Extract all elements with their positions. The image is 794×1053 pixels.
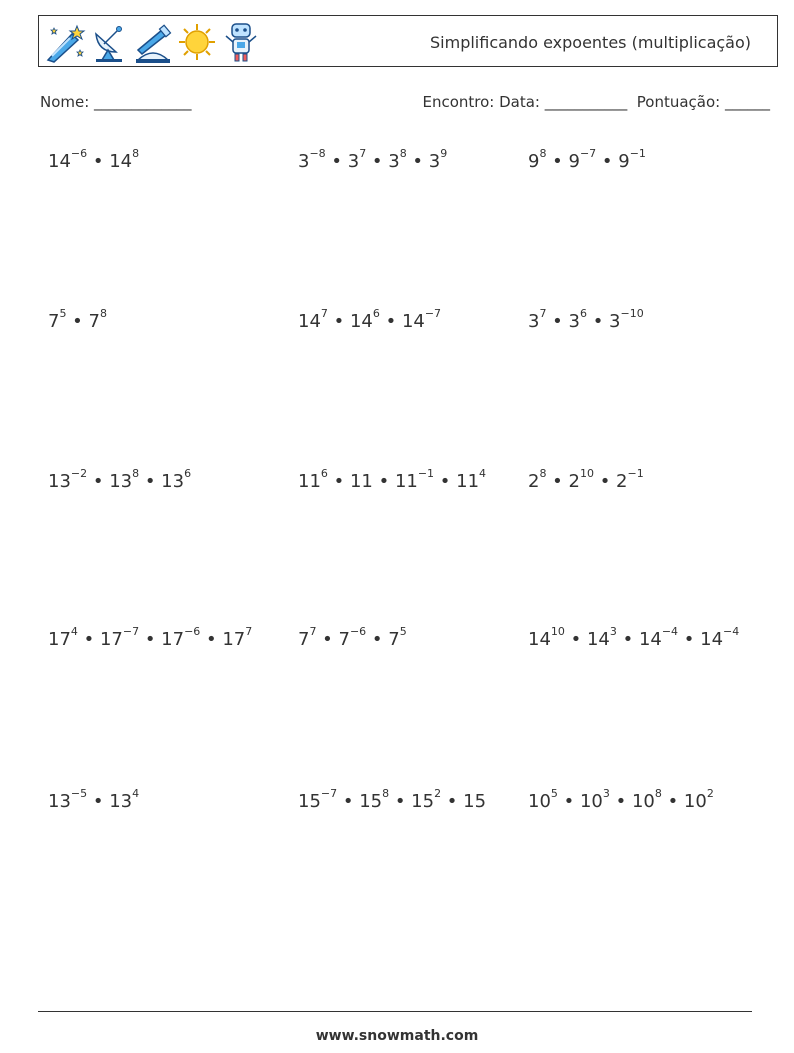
power-exponent: 5 <box>59 307 67 320</box>
problem-expression <box>528 307 644 332</box>
power-base: 3 <box>347 151 360 172</box>
power-exponent: 7 <box>539 307 547 320</box>
power-exponent: 7 <box>359 147 367 160</box>
power-exponent: −1 <box>627 467 644 480</box>
multiply-dot: • <box>87 151 110 172</box>
power-base: 15 <box>463 791 487 812</box>
power-exponent: −10 <box>620 307 644 320</box>
power-base: 14 <box>528 629 551 650</box>
problem-expression <box>528 625 740 650</box>
power-base: 3 <box>428 151 441 172</box>
multiply-dot: • <box>661 791 684 812</box>
power-exponent: 3 <box>602 787 610 800</box>
power-base: 14 <box>586 629 610 650</box>
power-exponent: 6 <box>184 467 192 480</box>
multiply-dot: • <box>434 471 457 492</box>
power-exponent: −5 <box>70 787 88 800</box>
power-exponent: −6 <box>70 147 88 160</box>
power-exponent: −1 <box>417 467 435 480</box>
power-base: 13 <box>109 791 133 812</box>
power-exponent: 5 <box>550 787 558 800</box>
power-exponent: 6 <box>372 307 380 320</box>
footer-divider <box>38 1011 752 1012</box>
multiply-dot: • <box>372 471 395 492</box>
power-base: 2 <box>616 471 628 492</box>
power-exponent: −4 <box>723 625 740 638</box>
power-base: 17 <box>161 629 185 650</box>
power-base: 7 <box>338 629 350 650</box>
multiply-dot: • <box>593 471 617 492</box>
power-exponent: 6 <box>579 307 587 320</box>
multiply-dot: • <box>546 311 569 332</box>
power-base: 7 <box>298 629 310 650</box>
name-field-label: Nome: _____________ <box>40 93 192 111</box>
footer-url: www.snowmath.com <box>315 1028 479 1044</box>
multiply-dot: • <box>77 629 100 650</box>
power-exponent: 6 <box>320 467 328 480</box>
power-exponent: −1 <box>629 147 646 160</box>
power-base: 14 <box>638 629 662 650</box>
power-base: 14 <box>109 151 133 172</box>
multiply-dot: • <box>327 311 350 332</box>
multiply-dot: • <box>586 311 610 332</box>
multiply-dot: • <box>557 791 580 812</box>
multiply-dot: • <box>406 151 429 172</box>
shooting-star-icon <box>44 20 86 64</box>
power-base: 9 <box>528 151 540 172</box>
header-icons <box>44 20 262 64</box>
problem-expression <box>528 147 646 172</box>
power-base: 10 <box>683 791 707 812</box>
problem-expression <box>528 467 644 492</box>
power-exponent: −6 <box>184 625 201 638</box>
robot-icon <box>220 20 262 64</box>
multiply-dot: • <box>678 629 701 650</box>
power-base: 13 <box>161 471 185 492</box>
power-base: 17 <box>222 629 246 650</box>
power-base: 10 <box>579 791 603 812</box>
power-exponent: 7 <box>320 307 328 320</box>
power-base: 14 <box>700 629 724 650</box>
date-score-label: Encontro: Data: ___________ Pontuação: ______ <box>422 93 770 111</box>
problem-expression <box>298 787 487 812</box>
multiply-dot: • <box>139 629 162 650</box>
problem-expression <box>48 307 107 332</box>
problem-expression <box>48 787 140 812</box>
power-base: 9 <box>618 151 630 172</box>
multiply-dot: • <box>366 629 389 650</box>
multiply-dot: • <box>66 311 89 332</box>
problem-expression <box>48 467 192 492</box>
power-exponent: 2 <box>434 787 442 800</box>
multiply-dot: • <box>327 471 350 492</box>
power-exponent: 10 <box>550 625 565 638</box>
power-base: 3 <box>568 311 580 332</box>
problem-expression <box>298 307 442 332</box>
power-exponent: −7 <box>122 625 140 638</box>
power-base: 15 <box>411 791 435 812</box>
power-exponent: −7 <box>424 307 442 320</box>
multiply-dot: • <box>325 151 348 172</box>
power-base: 3 <box>298 151 310 172</box>
power-base: 17 <box>48 629 71 650</box>
power-exponent: 2 <box>706 787 714 800</box>
student-info-row <box>40 93 770 115</box>
power-base: 15 <box>298 791 321 812</box>
power-exponent: 10 <box>579 467 594 480</box>
power-exponent: 8 <box>654 787 662 800</box>
power-base: 11 <box>298 471 321 492</box>
power-base: 14 <box>349 311 373 332</box>
power-base: 3 <box>609 311 621 332</box>
multiply-dot: • <box>609 791 632 812</box>
power-exponent: −7 <box>320 787 338 800</box>
problem-expression <box>48 625 253 650</box>
multiply-dot: • <box>337 791 360 812</box>
power-exponent: −8 <box>309 147 326 160</box>
power-exponent: 8 <box>132 147 140 160</box>
power-exponent: −6 <box>349 625 367 638</box>
multiply-dot: • <box>564 629 587 650</box>
power-base: 11 <box>349 471 373 492</box>
power-exponent: 7 <box>245 625 253 638</box>
multiply-dot: • <box>366 151 389 172</box>
power-base: 10 <box>631 791 655 812</box>
multiply-dot: • <box>87 471 110 492</box>
multiply-dot: • <box>87 791 110 812</box>
worksheet-title: Simplificando expoentes (multiplicação) <box>430 33 751 52</box>
power-exponent: 3 <box>609 625 617 638</box>
telescope-icon <box>132 20 174 64</box>
power-exponent: 8 <box>99 307 107 320</box>
multiply-dot: • <box>441 791 464 812</box>
power-base: 9 <box>568 151 580 172</box>
power-base: 14 <box>401 311 425 332</box>
power-exponent: 8 <box>539 467 547 480</box>
multiply-dot: • <box>546 151 569 172</box>
power-exponent: 5 <box>399 625 407 638</box>
multiply-dot: • <box>389 791 412 812</box>
power-exponent: 9 <box>440 147 448 160</box>
sun-icon <box>176 20 218 64</box>
power-base: 7 <box>388 629 400 650</box>
power-base: 10 <box>528 791 551 812</box>
power-base: 11 <box>456 471 480 492</box>
power-base: 13 <box>48 471 71 492</box>
power-exponent: −4 <box>661 625 679 638</box>
problem-expression <box>298 147 448 172</box>
power-exponent: 8 <box>382 787 390 800</box>
power-base: 7 <box>88 311 100 332</box>
problem-expression <box>528 787 714 812</box>
multiply-dot: • <box>316 629 339 650</box>
power-base: 14 <box>48 151 71 172</box>
problem-expression <box>298 467 487 492</box>
power-base: 7 <box>48 311 60 332</box>
power-exponent: 8 <box>539 147 547 160</box>
power-exponent: 4 <box>479 467 487 480</box>
problem-expression <box>298 625 407 650</box>
power-exponent: 7 <box>309 625 317 638</box>
worksheet-header <box>38 15 778 67</box>
power-base: 13 <box>109 471 133 492</box>
power-base: 11 <box>394 471 418 492</box>
power-exponent: 4 <box>70 625 78 638</box>
power-base: 2 <box>528 471 540 492</box>
power-exponent: −7 <box>579 147 597 160</box>
multiply-dot: • <box>616 629 639 650</box>
power-base: 3 <box>388 151 400 172</box>
power-base: 13 <box>48 791 71 812</box>
multiply-dot: • <box>596 151 619 172</box>
power-base: 17 <box>99 629 123 650</box>
multiply-dot: • <box>546 471 569 492</box>
power-base: 2 <box>568 471 580 492</box>
power-exponent: 8 <box>132 467 140 480</box>
multiply-dot: • <box>200 629 223 650</box>
power-base: 14 <box>298 311 321 332</box>
power-base: 3 <box>528 311 540 332</box>
multiply-dot: • <box>139 471 162 492</box>
multiply-dot: • <box>379 311 402 332</box>
power-exponent: 8 <box>399 147 407 160</box>
power-exponent: −2 <box>70 467 88 480</box>
power-exponent: 4 <box>132 787 140 800</box>
problem-expression <box>48 147 140 172</box>
power-base: 15 <box>359 791 383 812</box>
satellite-dish-icon <box>88 20 130 64</box>
